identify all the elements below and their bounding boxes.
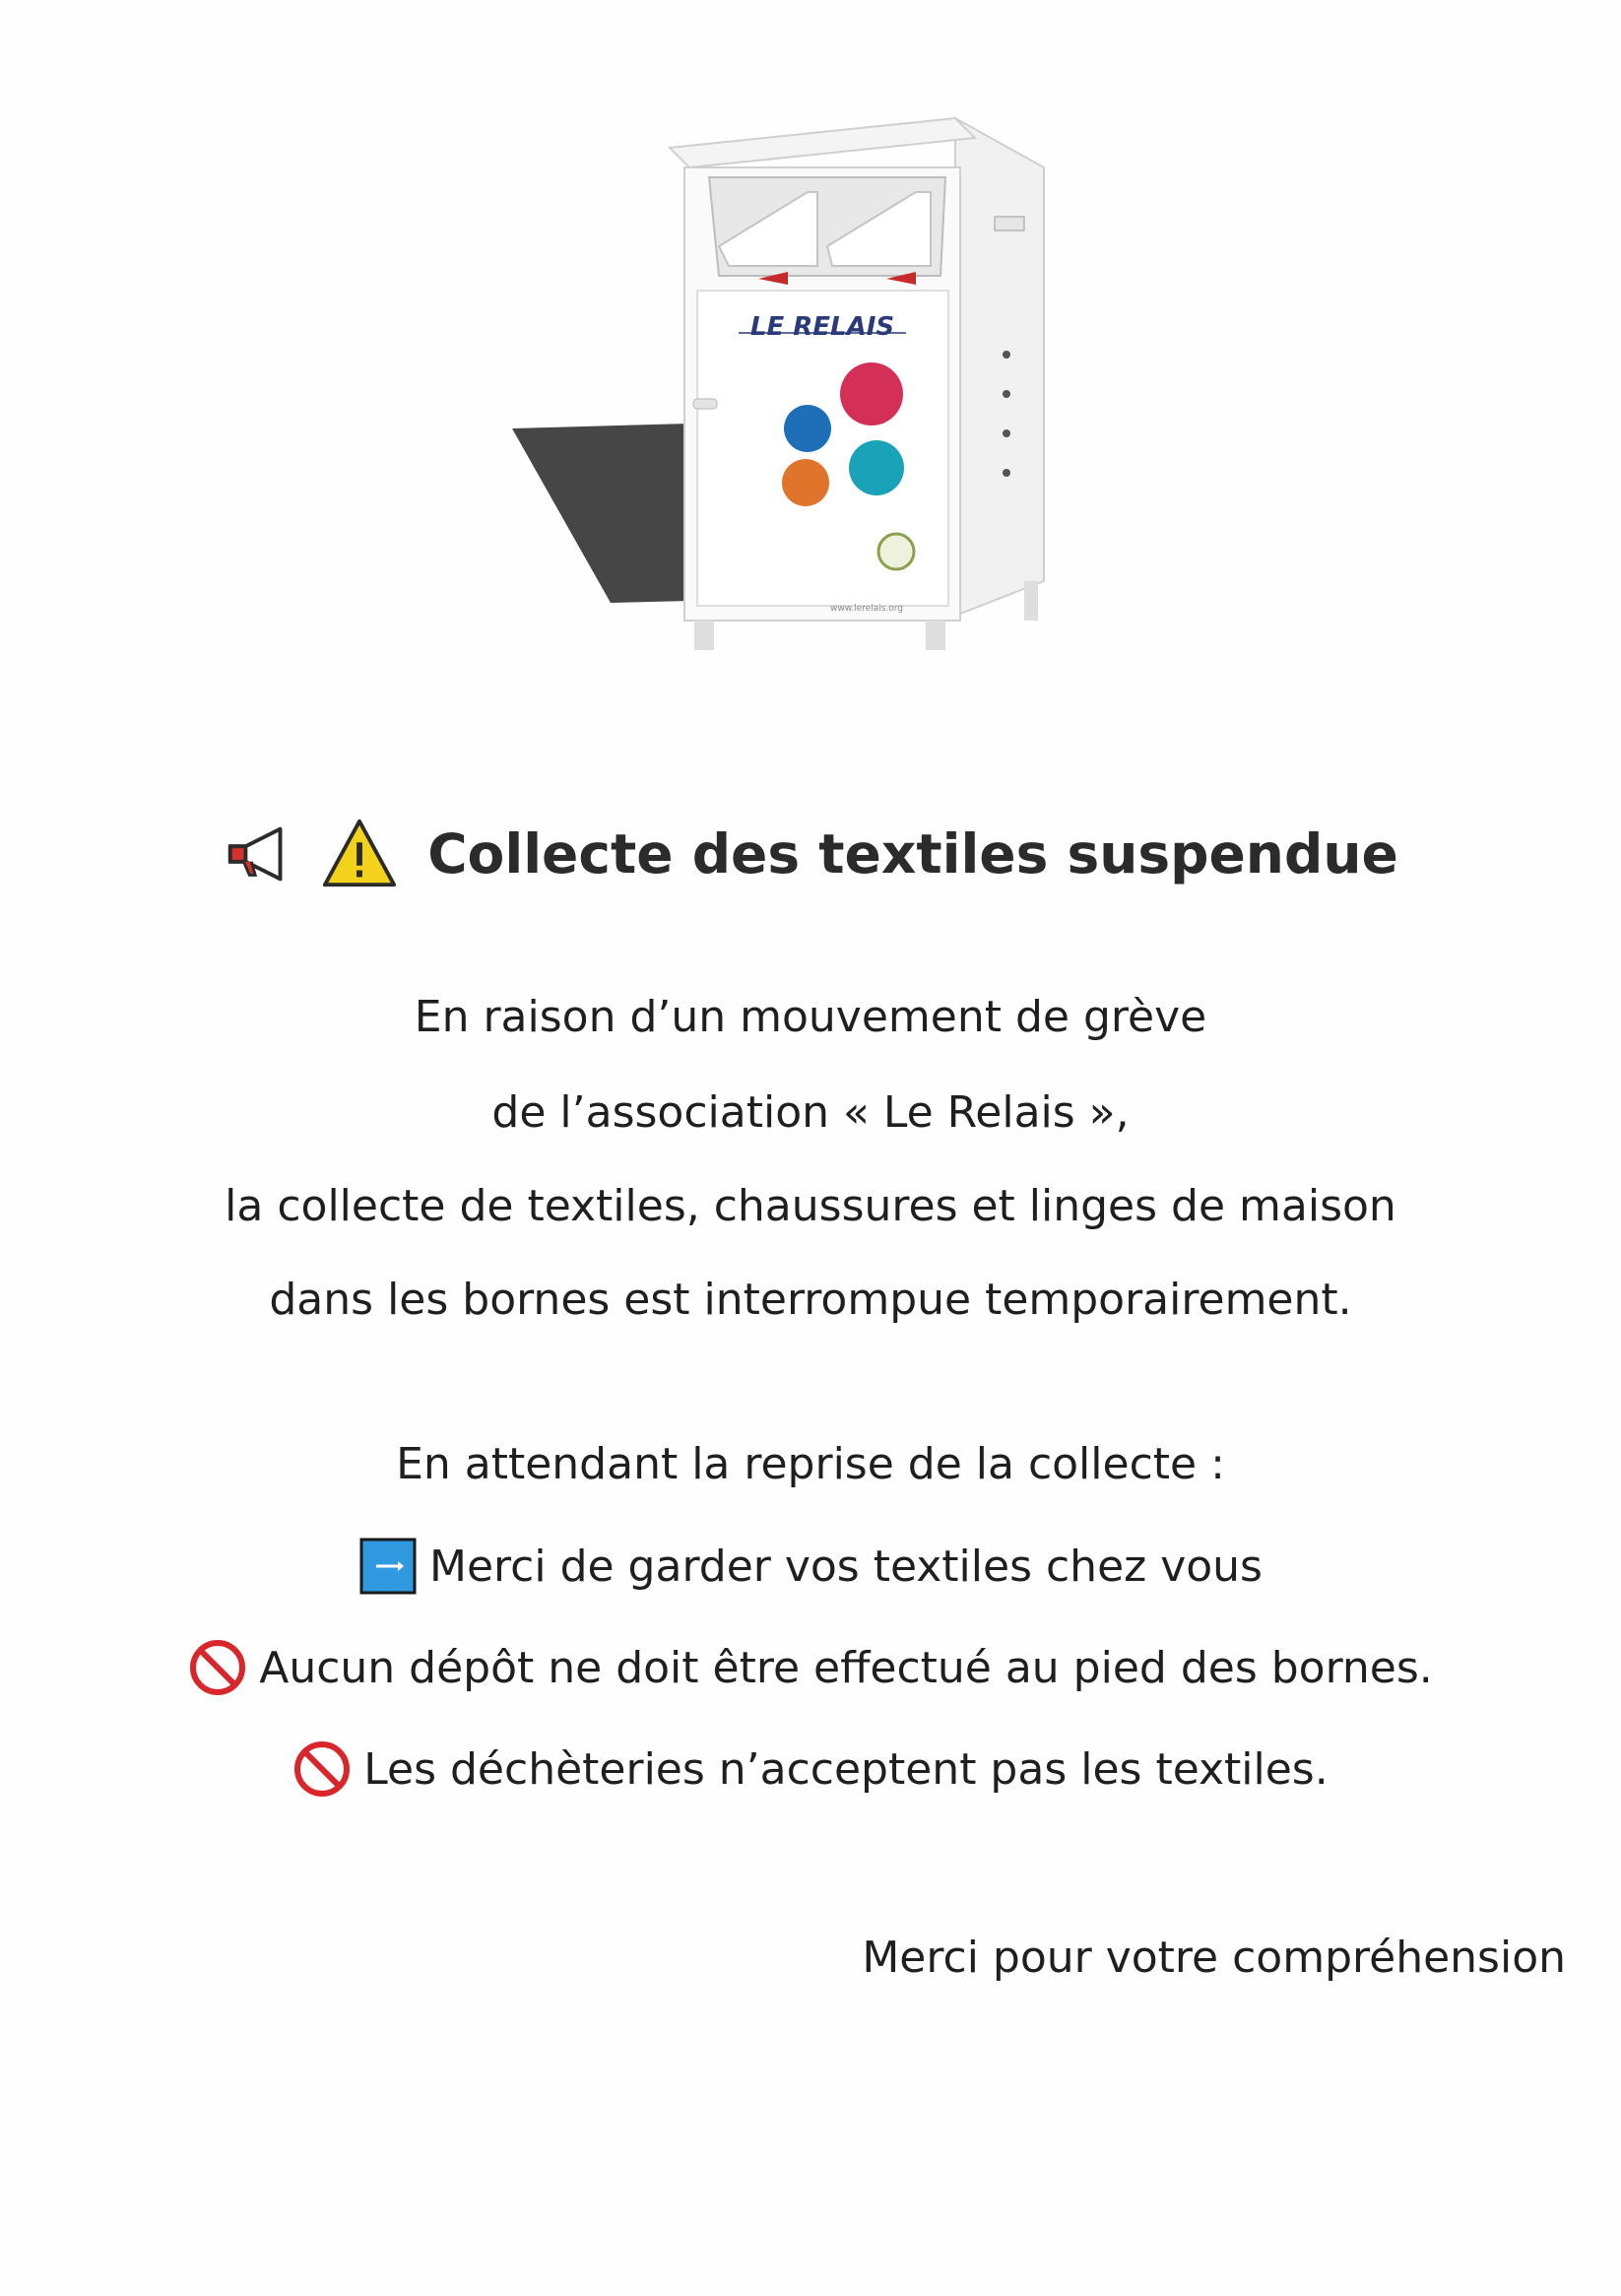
megaphone-icon: [223, 816, 299, 892]
item-text: Aucun dépôt ne doit être effectué au pied des bornes.: [259, 1642, 1433, 1693]
textile-bin-illustration: [492, 98, 1103, 689]
waiting-heading: En attendant la reprise de la collecte :: [396, 1439, 1225, 1489]
title-row: [0, 810, 1621, 898]
intro-line-2: de l’association « Le Relais »,: [491, 1087, 1130, 1138]
website-label: www.lerelais.org: [829, 604, 904, 614]
list-item: [0, 1636, 1621, 1699]
warning-icon: [321, 816, 398, 892]
intro-line-3: la collecte de textiles, chaussures et linges de maison: [225, 1181, 1396, 1231]
prohibited-icon: [188, 1638, 247, 1697]
item-text: Les déchèteries n’acceptent pas les textiles.: [363, 1743, 1329, 1795]
closing-text: Merci pour votre compréhension: [862, 1933, 1566, 1983]
list-item: [0, 1535, 1621, 1598]
arrow-right-icon: [358, 1537, 418, 1596]
page-title: Collecte des textiles suspendue: [427, 822, 1398, 886]
brand-label: LE RELAIS: [749, 312, 895, 342]
prohibited-icon: [292, 1739, 352, 1799]
item-text: Merci de garder vos textiles chez vous: [429, 1541, 1263, 1592]
list-item: [0, 1738, 1621, 1801]
intro-line-1: En raison d’un mouvement de grève: [414, 992, 1207, 1042]
intro-line-4: dans les bornes est interrompue temporairement.: [269, 1275, 1352, 1325]
